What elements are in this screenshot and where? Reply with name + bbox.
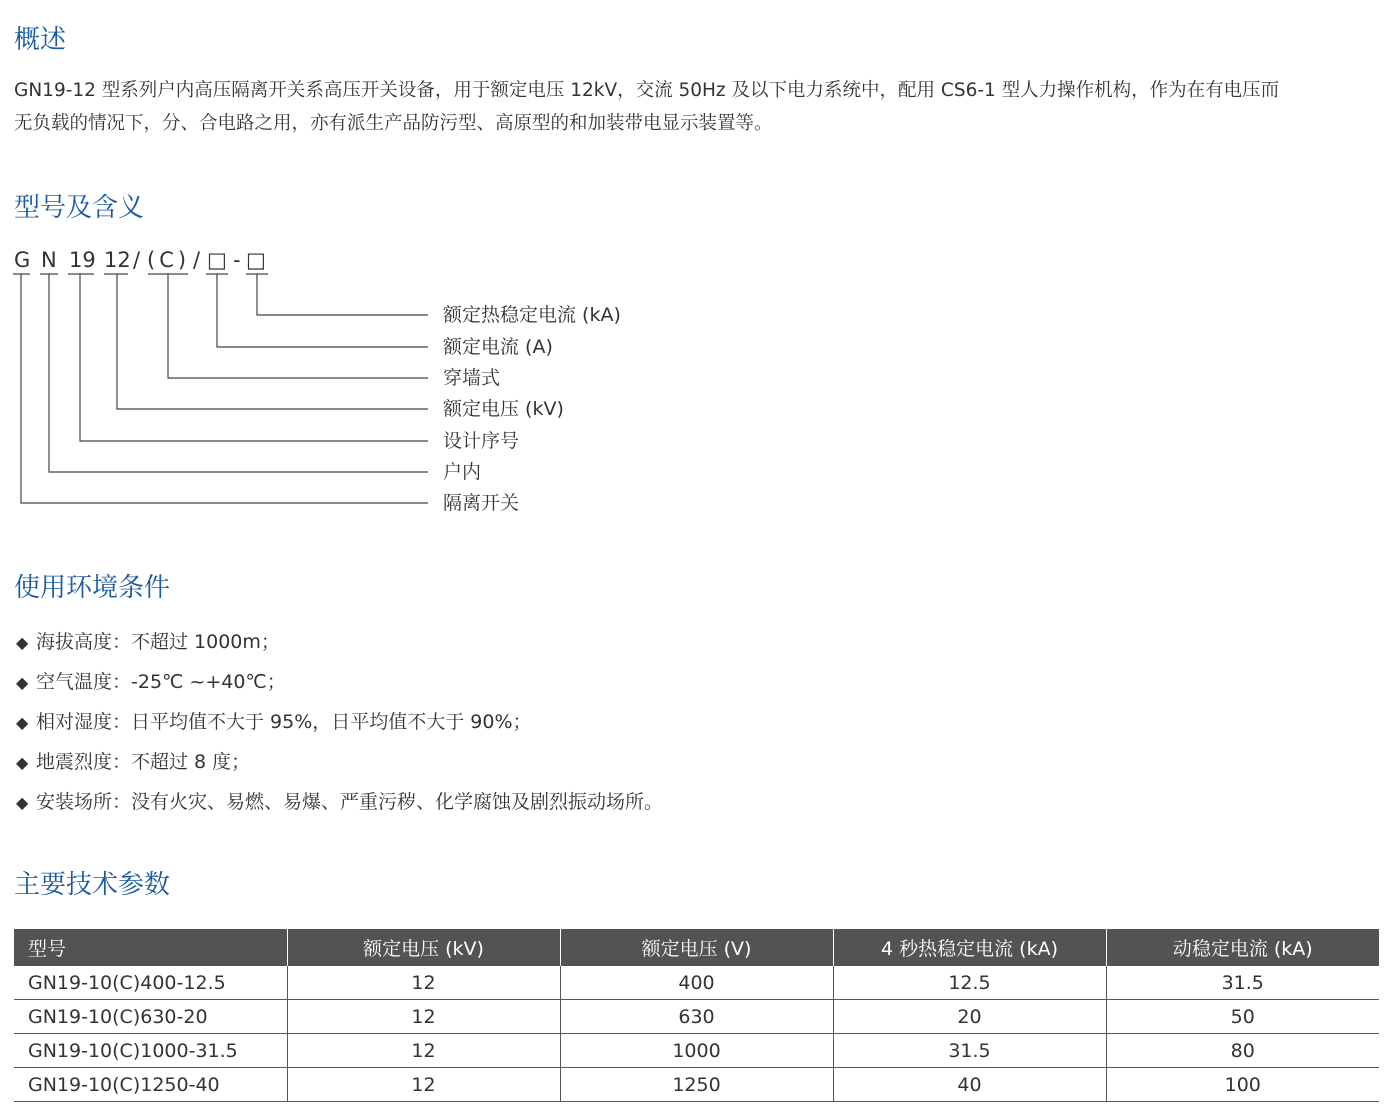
code-slash-2: / [193, 248, 201, 272]
cell-voltage-kv: 12 [287, 1000, 560, 1034]
bullet-diamond-icon: ◆ [16, 753, 29, 772]
cell-voltage-v: 1000 [560, 1034, 833, 1068]
bullet-diamond-icon: ◆ [16, 713, 29, 732]
cell-voltage-kv: 12 [287, 966, 560, 1000]
code-g: G [14, 248, 31, 272]
list-item [16, 702, 663, 742]
table-header-row [14, 929, 1379, 966]
cell-dynamic: 31.5 [1106, 966, 1379, 1000]
cell-voltage-kv: 12 [287, 1068, 560, 1102]
overview-title: 概述 [14, 25, 67, 55]
code-c: (C) [147, 248, 191, 272]
overview-line-2: 无负载的情况下，分、合电路之用，亦有派生产品防污型、高原型的和加装带电显示装置等。 [14, 113, 773, 134]
overview-text [14, 74, 1394, 140]
cell-voltage-kv: 12 [287, 1034, 560, 1068]
list-item [16, 622, 663, 662]
specs-title: 主要技术参数 [14, 870, 171, 900]
environment-title: 使用环境条件 [14, 573, 171, 603]
bullet-diamond-icon: ◆ [16, 793, 29, 812]
code-12: 12 [104, 248, 131, 272]
bullet-diamond-icon: ◆ [16, 633, 29, 652]
cell-dynamic: 100 [1106, 1068, 1379, 1102]
environment-temperature: 空气温度：-25℃ ~+40℃； [36, 671, 286, 693]
model-connector-lines [0, 270, 440, 520]
header-rated-voltage-v: 额定电压 (V) [560, 929, 833, 966]
table-row [14, 1000, 1379, 1034]
cell-dynamic: 50 [1106, 1000, 1379, 1034]
code-n: N [41, 248, 57, 272]
bullet-diamond-icon: ◆ [16, 673, 29, 692]
cell-voltage-v: 1250 [560, 1068, 833, 1102]
header-dynamic-current: 动稳定电流 (kA) [1106, 929, 1379, 966]
list-item [16, 662, 663, 702]
specs-table [14, 929, 1379, 1102]
table-row [14, 1068, 1379, 1102]
overview-line-1: GN19-12 型系列户内高压隔离开关系高压开关设备，用于额定电压 12kV，交流 50Hz 及以下电力系统中，配用 CS6-1 型人力操作机构，作为在有电压而 [14, 80, 1280, 101]
cell-voltage-v: 630 [560, 1000, 833, 1034]
meaning-thermal-current: 额定热稳定电流 (kA) [443, 304, 621, 326]
code-box-2: □ [246, 248, 266, 272]
table-row [14, 966, 1379, 1000]
list-item [16, 782, 663, 822]
code-box-1: □ [207, 248, 227, 272]
cell-thermal: 40 [833, 1068, 1106, 1102]
header-model: 型号 [14, 929, 287, 966]
header-rated-voltage-kv: 额定电压 (kV) [287, 929, 560, 966]
environment-list [16, 622, 663, 822]
meaning-disconnector: 隔离开关 [443, 492, 520, 514]
environment-humidity: 相对湿度：日平均值不大于 95%，日平均值不大于 90%； [36, 711, 532, 733]
meaning-rated-current: 额定电流 (A) [443, 336, 553, 358]
cell-thermal: 12.5 [833, 966, 1106, 1000]
cell-model: GN19-10(C)400-12.5 [14, 966, 287, 1000]
meaning-wall-type: 穿墙式 [443, 367, 501, 389]
cell-voltage-v: 400 [560, 966, 833, 1000]
model-title: 型号及含义 [14, 193, 145, 223]
cell-thermal: 31.5 [833, 1034, 1106, 1068]
table-row [14, 1034, 1379, 1068]
environment-installation: 安装场所：没有火灾、易燃、易爆、严重污秽、化学腐蚀及剧烈振动场所。 [36, 791, 664, 813]
header-thermal-current: 4 秒热稳定电流 (kA) [833, 929, 1106, 966]
cell-model: GN19-10(C)1000-31.5 [14, 1034, 287, 1068]
code-slash-1: / [133, 248, 141, 272]
meaning-rated-voltage: 额定电压 (kV) [443, 398, 564, 420]
environment-altitude: 海拔高度：不超过 1000m； [36, 631, 280, 653]
code-19: 19 [69, 248, 96, 272]
code-dash: - [233, 248, 241, 272]
meaning-design-number: 设计序号 [443, 430, 520, 452]
environment-seismic: 地震烈度：不超过 8 度； [36, 751, 251, 773]
cell-thermal: 20 [833, 1000, 1106, 1034]
cell-dynamic: 80 [1106, 1034, 1379, 1068]
cell-model: GN19-10(C)1250-40 [14, 1068, 287, 1102]
meaning-indoor: 户内 [443, 461, 482, 483]
list-item [16, 742, 663, 782]
cell-model: GN19-10(C)630-20 [14, 1000, 287, 1034]
